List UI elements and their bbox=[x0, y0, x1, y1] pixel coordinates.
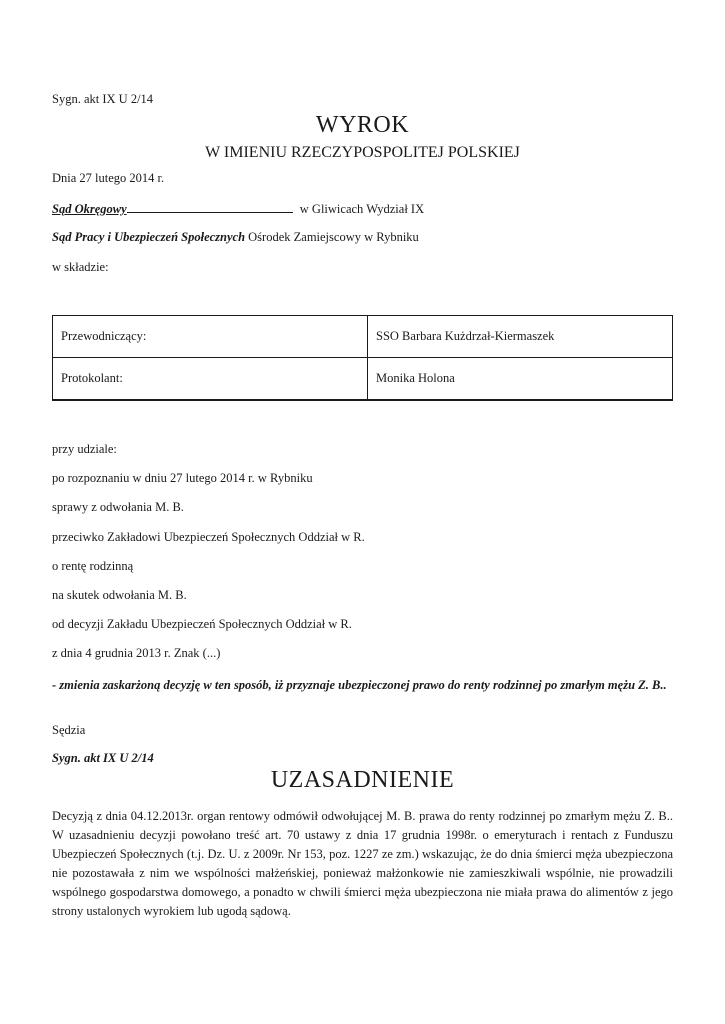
case-number: Sygn. akt IX U 2/14 bbox=[52, 92, 154, 106]
department-name: Sąd Pracy i Ubezpieczeń Społecznych bbox=[52, 230, 246, 244]
panel-role: Protokolant: bbox=[53, 358, 368, 401]
table-row bbox=[53, 316, 673, 358]
judge-label: Sędzia bbox=[52, 723, 86, 737]
proceedings-line: o rentę rodzinną bbox=[52, 559, 134, 573]
justification-title: UZASADNIENIE bbox=[270, 767, 455, 793]
court-line bbox=[52, 200, 424, 217]
proceedings-line: sprawy z odwołania M. B. bbox=[52, 500, 184, 514]
court-name: Sąd Okręgowy bbox=[52, 202, 127, 216]
proceedings-line: od decyzji Zakładu Ubezpieczeń Społecznych Oddział w R. bbox=[52, 617, 352, 631]
department-line bbox=[52, 230, 419, 245]
panel-table bbox=[52, 315, 673, 401]
justification-paragraph: Decyzją z dnia 04.12.2013r. organ rentowy odmówił odwołującej M. B. prawa do renty rodzinnej po zmarłym mężu Z. B.. W uzasadnieniu decyzji powołano treść art. 70 ustawy z dnia 17 grudnia 1998r. o emeryturach i rentach z Funduszu Ubezpieczeń Społecznych (t.j. Dz. U. z 2009r. Nr 153, poz. 1227 ze zm.) wskazując, że do dnia śmierci męża ubezpieczona nie pozostawała z nim we wspólności małżeńskiej, ponieważ małżonkowie nie zamieszkiwali wspólnie, nie prowadzili wspólnego gospodarstwa domowego, a ponadto w chwili śmierci męża ubezpieczona nie miała prawa do alimentów z jego strony ustalonych wyrokiem lub ugodą sądową. bbox=[52, 809, 673, 918]
proceedings-line: przy udziale: bbox=[52, 442, 117, 456]
proceedings-line: z dnia 4 grudnia 2013 r. Znak (...) bbox=[52, 646, 221, 660]
panel-role: Przewodniczący: bbox=[53, 316, 368, 358]
judgment-date: Dnia 27 lutego 2014 r. bbox=[52, 171, 165, 185]
document-subtitle: W IMIENIU RZECZYPOSPOLITEJ POLSKIEJ bbox=[205, 144, 520, 161]
panel-person: Monika Holona bbox=[368, 358, 673, 401]
justification-case-number: Sygn. akt IX U 2/14 bbox=[52, 751, 154, 765]
panel-person: SSO Barbara Kużdrzał-Kiermaszek bbox=[368, 316, 673, 358]
proceedings-line: na skutek odwołania M. B. bbox=[52, 588, 187, 602]
court-location: w Gliwicach Wydział IX bbox=[296, 202, 425, 216]
department-office: Ośrodek Zamiejscowy w Rybniku bbox=[245, 230, 419, 244]
court-name-underline bbox=[127, 200, 293, 213]
composition-label: w składzie: bbox=[52, 260, 109, 274]
proceedings-line: przeciwko Zakładowi Ubezpieczeń Społecznych Oddział w R. bbox=[52, 530, 365, 544]
document-title: WYROK bbox=[315, 112, 410, 138]
table-row bbox=[53, 358, 673, 401]
verdict-text: - zmienia zaskarżoną decyzję w ten sposób, iż przyznaje ubezpieczonej prawo do renty rodzinnej po zmarłym mężu Z. B.. bbox=[52, 678, 667, 692]
proceedings-line: po rozpoznaniu w dniu 27 lutego 2014 r. w Rybniku bbox=[52, 471, 313, 485]
